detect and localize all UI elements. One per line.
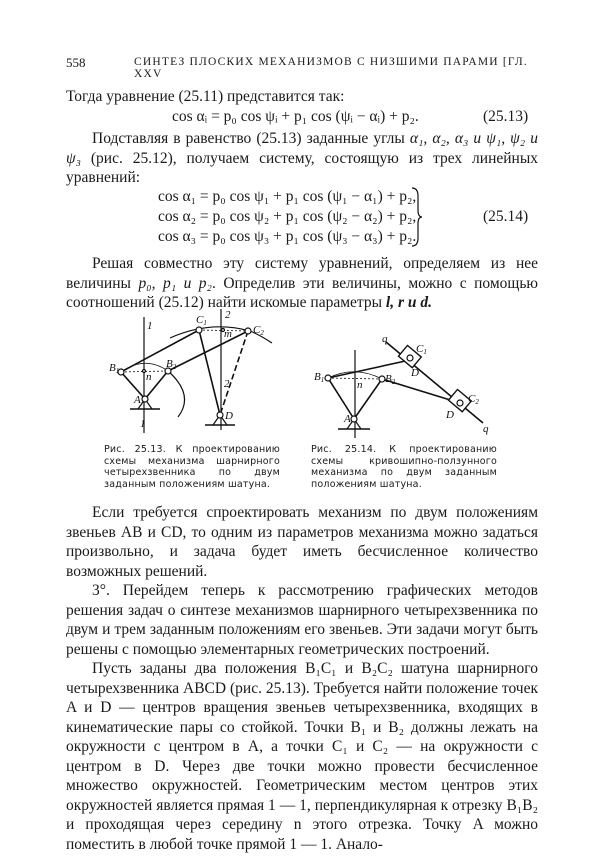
svg-text:A: A — [344, 413, 351, 425]
paragraph-graphical-methods: 3°. Перейдем теперь к рассмотрению графических методов решения задач о синтезе механизмов шарнирного четырехзвенника по двум и трем заданным положениям его звеньев. Эти задачи могут быть решены с помощью элементарных геометрических построений. — [66, 582, 538, 658]
svg-text:B2: B2 — [166, 358, 177, 371]
paragraph-solve — [66, 254, 538, 313]
running-title: СИНТЕЗ ПЛОСКИХ МЕХАНИЗМОВ С НИЗШИМИ ПАРАМИ [ГЛ. XXV — [134, 56, 528, 80]
param-symbols: l, r и d. — [385, 294, 432, 311]
equation-25-14-line-2: cos α₂ = p₀ cos ψ₂ + p₁ cos (ψ₂ − α₂) + p₂, — [158, 208, 417, 225]
paragraph-text: Подставляя в равенство (25.13) заданные углы — [92, 130, 410, 147]
svg-text:B1: B1 — [109, 362, 120, 375]
page-number: 558 — [66, 55, 86, 70]
svg-text:1: 1 — [147, 320, 153, 332]
svg-text:C1: C1 — [416, 343, 427, 356]
svg-text:n: n — [146, 371, 152, 383]
svg-text:m: m — [224, 328, 232, 340]
equation-brace — [410, 186, 424, 248]
param-symbols: p₀, p₁ и p₂ — [138, 274, 212, 292]
svg-text:D: D — [225, 410, 233, 422]
equation-25-14-line-1: cos α₁ = p₀ cos ψ₁ + p₁ cos (ψ₁ − α₁) + p₂, — [158, 188, 417, 205]
figure-25-13-caption: Рис. 25.13. К проектированию схемы механизма шарнирного четырехзвенника по двум заданным положениям шатуна. — [104, 444, 280, 490]
paragraph-intro: Тогда уравнение (25.11) представится так: — [66, 88, 345, 105]
svg-text:2: 2 — [225, 309, 231, 321]
svg-text:q: q — [483, 423, 489, 435]
paragraph-text: (рис. 25.12), получаем систему, состоящую из трех линейных уравнений: — [66, 149, 538, 186]
equation-number-25-14: (25.14) — [483, 208, 529, 225]
svg-text:B2: B2 — [385, 373, 396, 386]
svg-text:C2: C2 — [468, 393, 479, 406]
svg-text:C2: C2 — [253, 324, 264, 337]
equation-25-14-line-3: cos α₃ = p₀ cos ψ₃ + p₁ cos (ψ₃ − α₃) + p₂. — [158, 228, 417, 245]
svg-text:A: A — [134, 394, 141, 406]
svg-text:2: 2 — [224, 378, 230, 390]
figure-25-13-four-bar-linkage — [100, 305, 300, 435]
svg-text:1: 1 — [140, 418, 146, 430]
equation-number-25-13: (25.13) — [483, 108, 529, 125]
paragraph-two-positions: Если требуется спроектировать механизм по двум положениям звеньев AB и CD, то одним из параметров механизма можно задаться произвольно, и задача будет иметь бесчисленное количество возможных решений. — [66, 504, 538, 580]
svg-text:q: q — [382, 333, 388, 345]
figure-25-14-caption: Рис. 25.14. К проектированию схемы кривошипно-ползунного механизма по двум заданным положениям шатуна. — [311, 444, 497, 490]
svg-text:B1: B1 — [314, 371, 325, 384]
svg-text:n: n — [357, 379, 363, 391]
page-header — [66, 55, 538, 80]
paragraph-text: Решая совместно эту систему уравнений, определяем из нее величины — [66, 255, 538, 292]
svg-text:D: D — [446, 409, 454, 421]
paragraph-construction: Пусть заданы два положения B₁C₁ и B₂C₂ шатуна шарнирного четырехзвенника ABCD (рис. 25.13). Требуется найти положение точек A и D — центров вращения звеньев четырехзвенника, входящих в кинематические пары со стойкой. Точки B₁ и B₂ должны лежать на окружности с центром в A, а точки C₁ и C₂ — на окружности с центром в D. Через две точки можно провести бесчисленное множество окружностей. Геометрическим местом центров этих окружностей является прямая 1 — 1, перпендикулярная к отрезку B₁B₂ и проходящая через середину n этого отрезка. Точку A можно поместить в любой точке прямой 1 — 1. Анало- — [66, 660, 538, 853]
paragraph-text: . Определив эти величины, можно с помощью соотношений (25.12) найти искомые параметры — [66, 274, 539, 311]
angle-symbols: α₁, α₂, α₃ и ψ₁, ψ₂ и ψ₃ — [66, 130, 539, 167]
equation-25-13: cos αᵢ = p₀ cos ψᵢ + p₁ cos (ψᵢ − αᵢ) + p₂. — [172, 108, 419, 125]
svg-text:C1: C1 — [196, 314, 207, 327]
svg-text:D: D — [411, 367, 419, 379]
paragraph-substitution — [66, 129, 538, 188]
figure-25-14-slider-crank — [300, 320, 500, 440]
